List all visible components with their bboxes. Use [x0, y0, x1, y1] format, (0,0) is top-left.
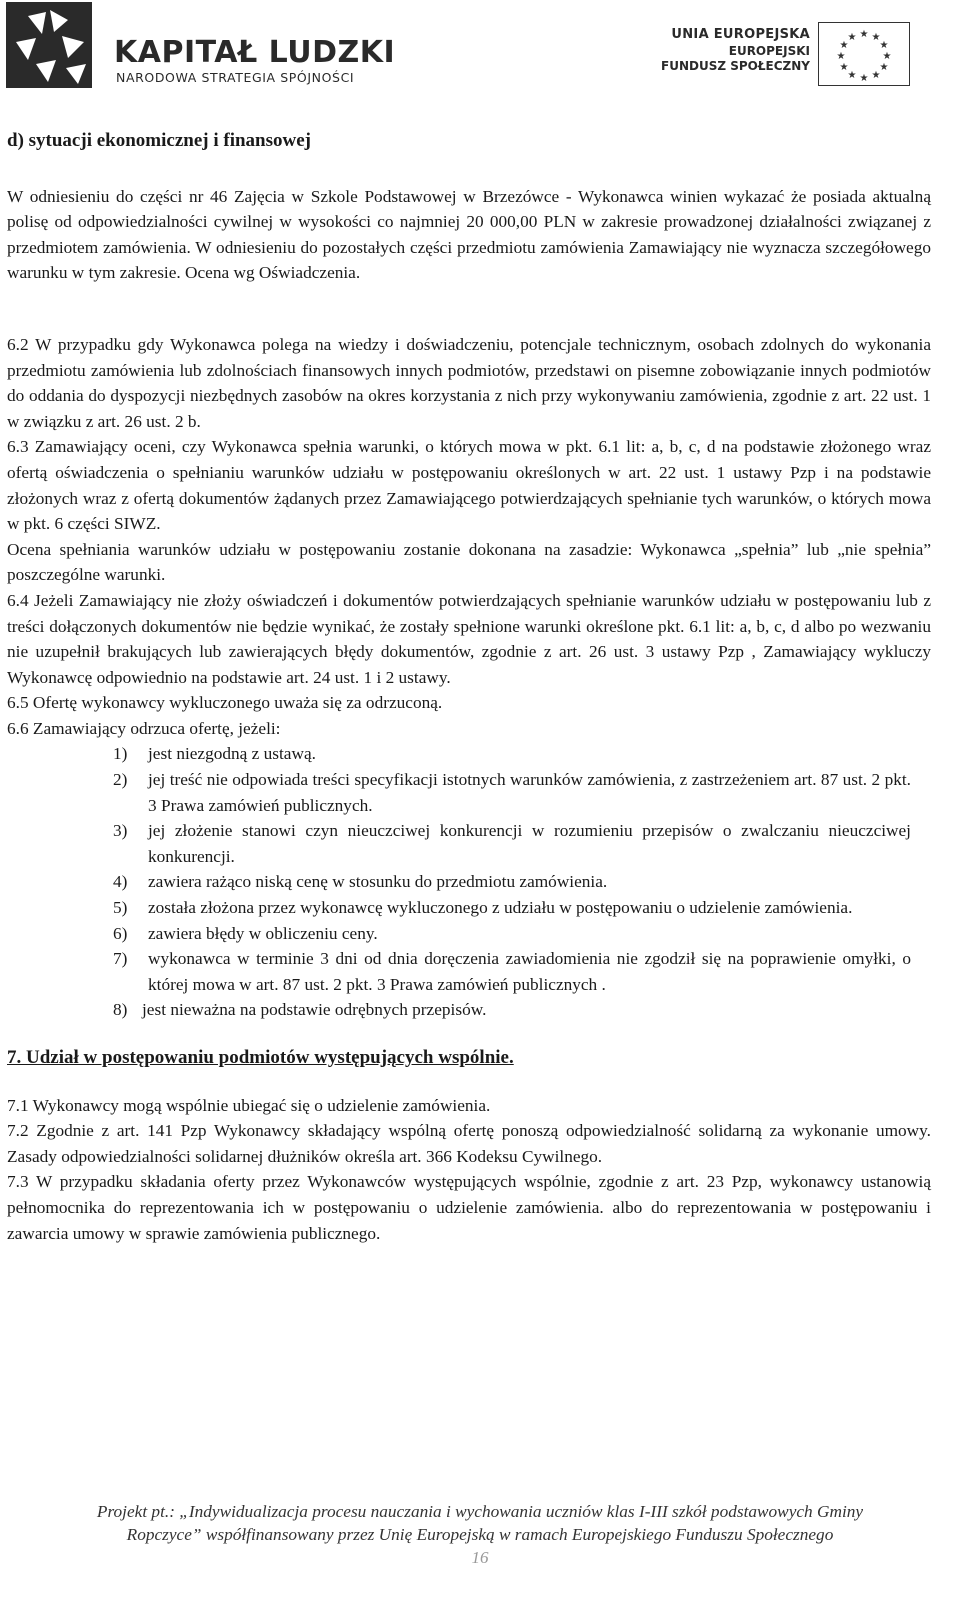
kapital-ludzki-logo [6, 2, 396, 92]
kapital-ludzki-title: KAPITAŁ LUDZKI [114, 35, 396, 70]
svg-text:★: ★ [871, 32, 881, 43]
rejection-list [7, 741, 931, 1023]
paragraph-7-2: 7.2 Zgodnie z art. 141 Pzp Wykonawcy składający wspólną ofertę ponoszą odpowiedzialność solidarną za wykonanie umowy. Zasady odpowiedzialności solidarnej dłużników określa art. 366 Kodeksu Cywilnego. [7, 1121, 931, 1166]
eu-logo-text [661, 26, 810, 74]
svg-text:★: ★ [847, 70, 857, 81]
section-7-heading: 7. Udział w postępowaniu podmiotów występujących wspólnie. [7, 1047, 514, 1068]
paragraph-6-6: 6.6 Zamawiający odrzuca ofertę, jeżeli: [7, 718, 281, 738]
paragraph-7-3: 7.3 W przypadku składania oferty przez Wykonawców występujących wspólnie, zgodnie z art. 23 Pzp, wykonawcy ustanowią pełnomocnika do reprezentowania ich w postępowaniu o udzielenie zamówienia. albo do reprezentowania w postępowaniu i zawarcia umowy w sprawie zamówienia publicznego. [7, 1172, 931, 1243]
svg-text:★: ★ [882, 51, 892, 62]
list-item: 3) jej złożenie stanowi czyn nieuczciwej konkurencji w rozumieniu przepisów o zwalczaniu nieuczciwej konkurencji. [113, 821, 911, 866]
page-number: 16 [471, 1548, 489, 1567]
svg-text:★: ★ [836, 51, 846, 62]
list-item: 1) jest niezgodną z ustawą. [113, 744, 316, 764]
section-d-paragraph: W odniesieniu do części nr 46 Zajęcia w Szkole Podstawowej w Brzezówce - Wykonawca winien wykazać że posiada aktualną polisę od odpowiedzialności cywilnej w wysokości co najmniej 20 000,00 PLN w zakresie prowadzonej działalności związanej z przedmiotem zamówienia. W odniesieniu do pozostałych części przedmiotu zamówienia Zamawiający nie wyznacza szczegółowego warunku w tym zakresie. Ocena wg Oświadczenia. [7, 186, 931, 283]
svg-text:★: ★ [871, 70, 881, 81]
svg-text:★: ★ [847, 32, 857, 43]
footer-line-2: Ropczyce” współfinansowany przez Unię Europejską w ramach Europejskiego Funduszu Społecznego [126, 1525, 834, 1544]
eu-logo-line3: FUNDUSZ SPOŁECZNY [661, 59, 810, 73]
svg-text:★: ★ [859, 29, 869, 40]
footer-line-1: Projekt pt.: „Indywidualizacja procesu nauczania i wychowania uczniów klas I-III szkół podstawowych Gminy [96, 1502, 864, 1521]
paragraph-6-3: 6.3 Zamawiający oceni, czy Wykonawca spełnia warunki, o których mowa w pkt. 6.1 lit: a, b, c, d na podstawie złożonego wraz ofertą oświadczenia o spełnianiu warunków udziału w postępowaniu określonych w art. 22 ust. 1 ustawy Pzp i na podstawie złożonych wraz z ofertą dokumentów żądanych przez Zamawiającego potwierdzających spełnianie tych warunków, o których mowa w pkt. 6 części SIWZ. [7, 437, 931, 534]
svg-text:★: ★ [839, 40, 849, 51]
list-item: 2) jej treść nie odpowiada treści specyfikacji istotnych warunków zamówienia, z zastrzeżeniem art. 87 ust. 2 pkt. 3 Prawa zamówień publicznych. [113, 770, 911, 815]
list-item: 6) zawiera błędy w obliczeniu ceny. [113, 923, 378, 943]
page-footer [0, 1500, 960, 1569]
paragraph-7-1: 7.1 Wykonawcy mogą wspólnie ubiegać się o udzielenie zamówienia. [7, 1095, 491, 1115]
paragraph-ocena: Ocena spełniania warunków udziału w postępowaniu zostanie dokonana na zasadzie: Wykonawca „spełnia” lub „nie spełnia” poszczególne warunki. [7, 539, 931, 585]
svg-text:★: ★ [879, 62, 889, 73]
eu-logo [630, 22, 930, 92]
svg-text:★: ★ [859, 73, 869, 84]
list-item: 8) jest nieważna na podstawie odrębnych przepisów. [113, 1000, 487, 1020]
document-body [7, 126, 931, 1246]
paragraph-6-2: 6.2 W przypadku gdy Wykonawca polega na wiedzy i doświadczeniu, potencjale technicznym, osobach zdolnych do wykonania przedmiotu zamówienia lub zdolnościach finansowych innych podmiotów, przedstawi on pisemne zobowiązanie innych podmiotów do oddania do dyspozycji niezbędnych zasobów na okres korzystania z nich przy wykonywaniu zamówienia, zgodnie z art. 22 ust. 1 w związku z art. 26 ust. 2 b. [7, 334, 931, 431]
kapital-ludzki-emblem-icon [6, 2, 106, 92]
list-item: 5) została złożona przez wykonawcę wykluczonego z udziału w postępowaniu o udzielenie zamówienia. [113, 898, 853, 918]
list-item: 7) wykonawca w terminie 3 dni od dnia doręczenia zawiadomienia nie zgodził się na poprawienie omyłki, o której mowa w art. 87 ust. 2 pkt. 3 Prawa zamówień publicznych . [113, 949, 911, 994]
paragraph-6-5: 6.5 Ofertę wykonawcy wykluczonego uważa się za odrzuconą. [7, 693, 443, 713]
svg-text:★: ★ [839, 62, 849, 73]
eu-logo-line2: EUROPEJSKI [728, 44, 810, 58]
section-d-heading: d) sytuacji ekonomicznej i finansowej [7, 130, 311, 151]
list-item: 4) zawiera rażąco niską cenę w stosunku do przedmiotu zamówienia. [113, 872, 608, 892]
kapital-ludzki-subtitle: NARODOWA STRATEGIA SPÓJNOŚCI [116, 70, 355, 85]
svg-text:★: ★ [879, 40, 889, 51]
paragraph-6-4: 6.4 Jeżeli Zamawiający nie złoży oświadczeń i dokumentów potwierdzających spełnianie warunków udziału w postępowaniu lub z treści dołączonych dokumentów nie będzie wynikać, że zostały spełnione warunki określone pkt. 6.1 lit: a, b, c, d albo po wezwaniu nie uzupełnił brakujących lub zawierających błędy dokumentów, zgodnie z art. 26 ust. 3 ustawy Pzp , Zamawiający wykluczy Wykonawcę odpowiednio na podstawie art. 24 ust. 1 i 2 ustawy. [7, 590, 931, 687]
eu-flag-icon [818, 22, 910, 86]
page-header [0, 0, 960, 110]
eu-logo-line1: UNIA EUROPEJSKA [671, 27, 810, 42]
